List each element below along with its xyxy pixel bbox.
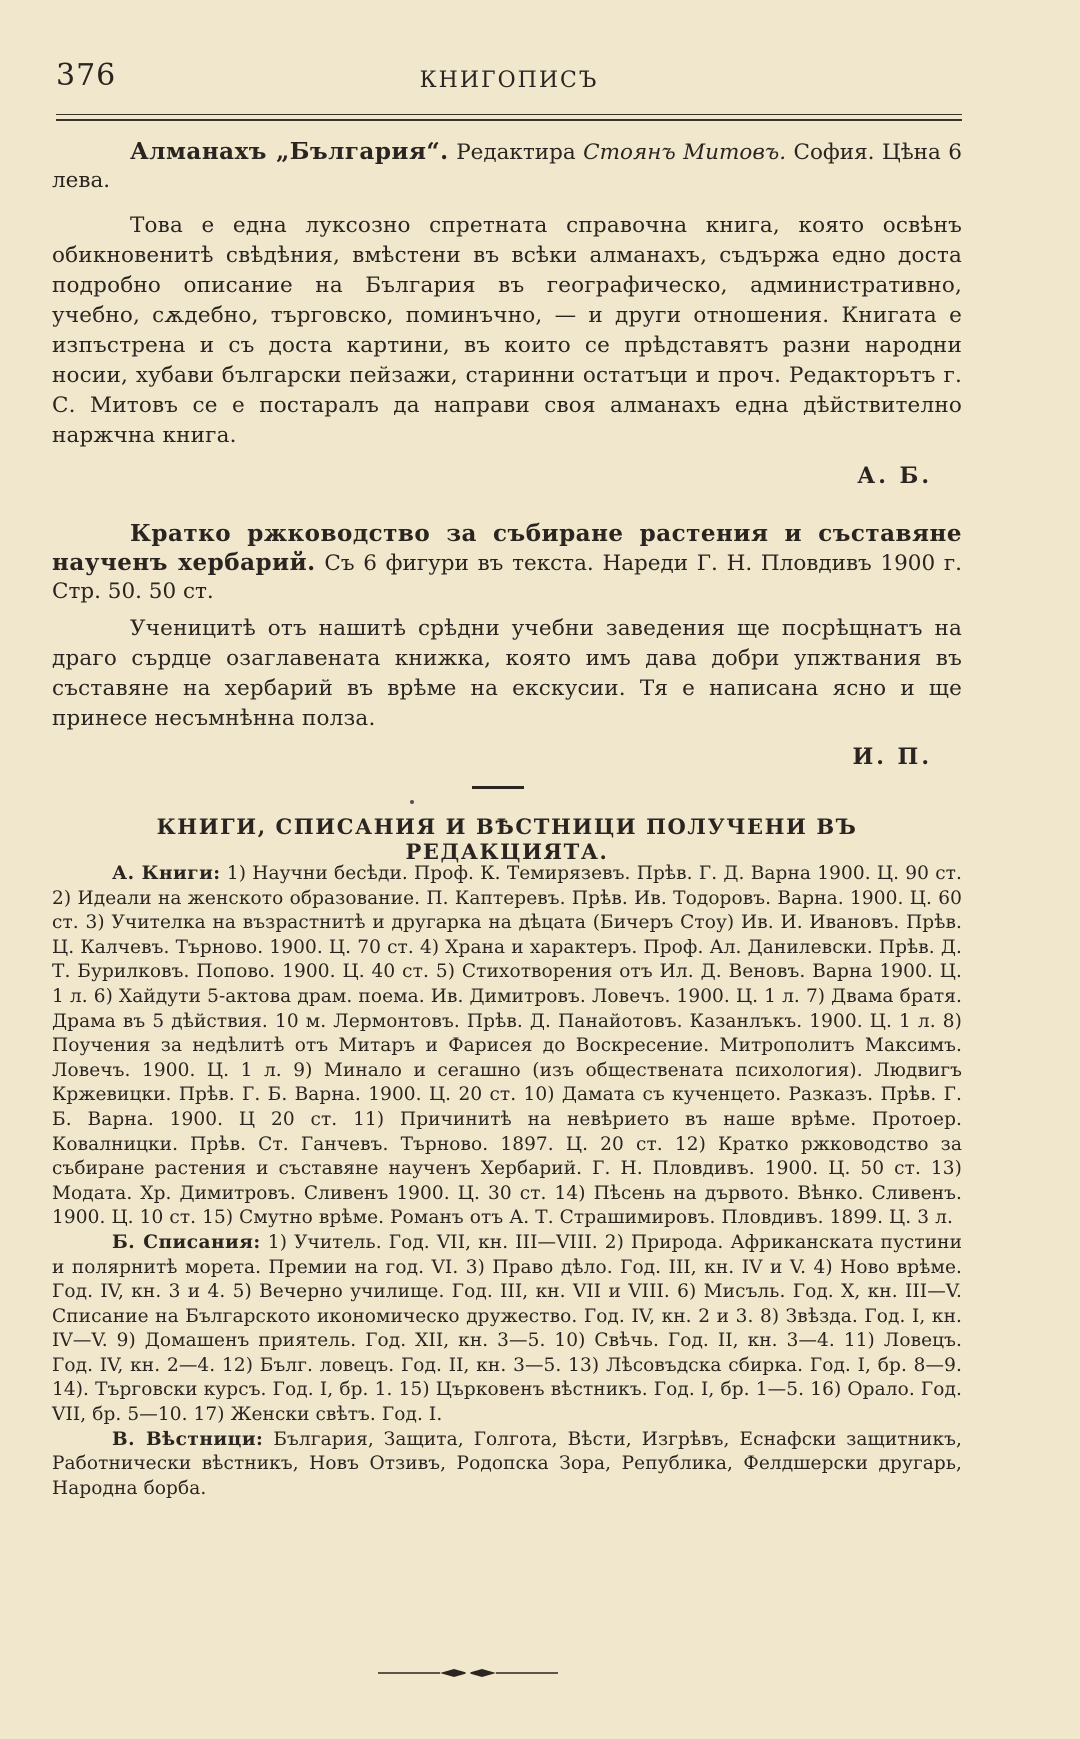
journals-paragraph (52, 1231, 962, 1428)
review-herbarium-body: Ученицитѣ отъ нашитѣ срѣдни учебни заведения ще посрѣщнатъ на драго сърдце озаглавената книжка, която имъ дава добри упжтвания въ съставяне на хербарий въ врѣме на екскусии. Тя е написана ясно и ще принесе несъмнѣнна полза. (52, 616, 962, 731)
review-almanac-title: Алманахъ „България“. (130, 138, 449, 165)
review-herbarium-title-line (52, 520, 962, 606)
end-ornament-icon (378, 1666, 558, 1680)
separator-dot (410, 800, 414, 804)
books-label: А. Книги: (112, 863, 221, 884)
books-paragraph (52, 862, 962, 1231)
review-almanac (52, 138, 962, 489)
page-number: 376 (56, 58, 117, 93)
running-title: КНИГОПИСЪ (419, 68, 599, 93)
journals-text: 1) Учитель. Год. VII, кн. III—VIII. 2) Природа. Африканската пустини и полярнитѣ морета. Премии на год. VI. 3) Право дѣло. Год. III, кн. IV и V. 4) Ново врѣме. Год. IV, кн. 3 и 4. 5) Вечерно училище. Год. III, кн. VII и VIII. 6) Мисъль. Год. X, кн. III—V. Списание на Българското икономическо дружество. Год. IV, кн. 2 и 3. 8) Звѣзда. Год. I, кн. IV—V. 9) Домашенъ приятель. Год. XII, кн. 3—5. 10) Свѣчь. Год. II, кн. 3—4. 11) Ловецъ. Год. IV, кн. 2—4. 12) Бълг. ловецъ. Год. II, кн. 3—5. 13) Лѣсовъдска сбирка. Год. I, бр. 8—9. 14). Търговски курсъ. Год. I, бр. 1. 15) Църковенъ вѣстникъ. Год. I, бр. 1—5. 16) Орало. Год. VII, бр. 5—10. 17) Женски свѣтъ. Год. I. (52, 1231, 963, 1426)
review-almanac-signature: А. Б. (857, 463, 932, 489)
journals-label: Б. Списания: (112, 1231, 261, 1253)
newspapers-text: България, Защита, Голгота, Вѣсти, Изгрѣвъ, Еснафски защитникъ, Работнически вѣстникъ, Новъ Отзивъ, Родопска Зора, Република, Фелдшерски другарь, Народна борба. (52, 1428, 962, 1499)
newspapers-label: В. Вѣстници: (112, 1428, 264, 1450)
review-herbarium (52, 520, 962, 770)
books-text: 1) Научни бесѣди. Проф. К. Темирязевъ. Прѣв. Г. Д. Варна 1900. Ц. 90 ст. 2) Идеали на женското образование. П. Каптеревъ. Прѣв. Ив. Тодоровъ. Варна. 1900. Ц. 60 ст. 3) Учителка на възрастнитѣ и другарка на дѣцата (Бичеръ Стоу) Ив. И. Ивановъ. Прѣв. Ц. Калчевъ. Търново. 1900. Ц. 70 ст. 4) Храна и характеръ. Проф. Ал. Данилевски. Прѣв. Д. Т. Бурилковъ. Попово. 1900. Ц. 40 ст. 5) Стихотворения отъ Ил. Д. Веновъ. Варна 1900. Ц. 1 л. 6) Хайдути 5-актова драм. поема. Ив. Димитровъ. Ловечъ. 1900. Ц. 1 л. 7) Двама братя. Драма въ 5 дѣйствия. 10 м. Лермонтовъ. Прѣв. Д. Панайотовъ. Казанлъкъ. 1900. Ц. 1 л. 8) Поучения за недѣлитѣ отъ Митаръ и Фарисея до Воскресение. Митрополитъ Максимъ. Ловечъ. 1900. Ц. 1 л. 9) Минало и сегашно (изъ обществената психология). Людвигъ Кржевицки. Прѣв. Г. Б. Варна. 1900. Ц. 20 ст. 10) Дамата съ кученцето. Разказъ. Прѣв. Г. Б. Варна. 1900. Ц 20 ст. 11) Причинитѣ на невѣрието въ наше врѣме. Протоер. Ковалницки. Прѣв. Ст. Ганчевъ. Търново. 1897. Ц. 20 ст. 12) Кратко ржководство за събиране растения и съставяне наученъ Хербарий. Г. Н. Пловдивъ. 1900. Ц. 50 ст. 13) Модата. Хр. Димитровъ. Сливенъ 1900. Ц. 30 ст. 14) Пѣсень на дървото. Вѣнко. Сливенъ. 1900. Ц. 10 ст. 15) Смутно врѣме. Романъ отъ А. Т. Страшимировъ. Пловдивъ. 1899. Ц. 3 л. (52, 863, 962, 1229)
review-almanac-title-line (52, 138, 962, 195)
review-herbarium-signature: И. П. (852, 744, 932, 770)
section-separator (472, 786, 524, 789)
review-herbarium-title: Кратко ржководство за събиране растения и съставяне наученъ хербарий. (52, 520, 962, 576)
review-herbarium-details: Съ 6 фигури въ текста. Нареди Г. Н. Пловдивъ 1900 г. Стр. 50. 50 ст. (52, 551, 962, 604)
received-list (52, 862, 962, 1501)
page-header (56, 58, 962, 98)
header-rule-thick (56, 119, 962, 121)
review-almanac-editor: Стоянъ Митовъ. (583, 140, 787, 165)
header-rule-thin (56, 114, 962, 115)
newspapers-paragraph (52, 1428, 962, 1502)
review-almanac-place-price: София. Цѣна 6 лева. (52, 140, 962, 193)
review-almanac-body: Това е една луксозно спретната справочна книга, която освѣнъ обикновенитѣ свѣдѣния, вмѣстени въ всѣки алманахъ, съдържа едно доста подробно описание на България въ географическо, административно, учебно, сѫдебно, търговско, поминъчно, — и други отношения. Книгата е изпъстрена и съ доста картини, въ които се прѣдставятъ разни народни носии, хубави български пейзажи, старинни остатъци и проч. Редакторътъ г. С. Митовъ се е постаралъ да направи своя алманахъ една дѣйствително наржчна книга. (52, 213, 962, 448)
section-heading: КНИГИ, СПИСАНИЯ И ВѢСТНИЦИ ПОЛУЧЕНИ ВЪ РЕДАКЦИЯТА. (156, 814, 858, 864)
review-almanac-edited-prefix: Редактира (456, 140, 576, 165)
